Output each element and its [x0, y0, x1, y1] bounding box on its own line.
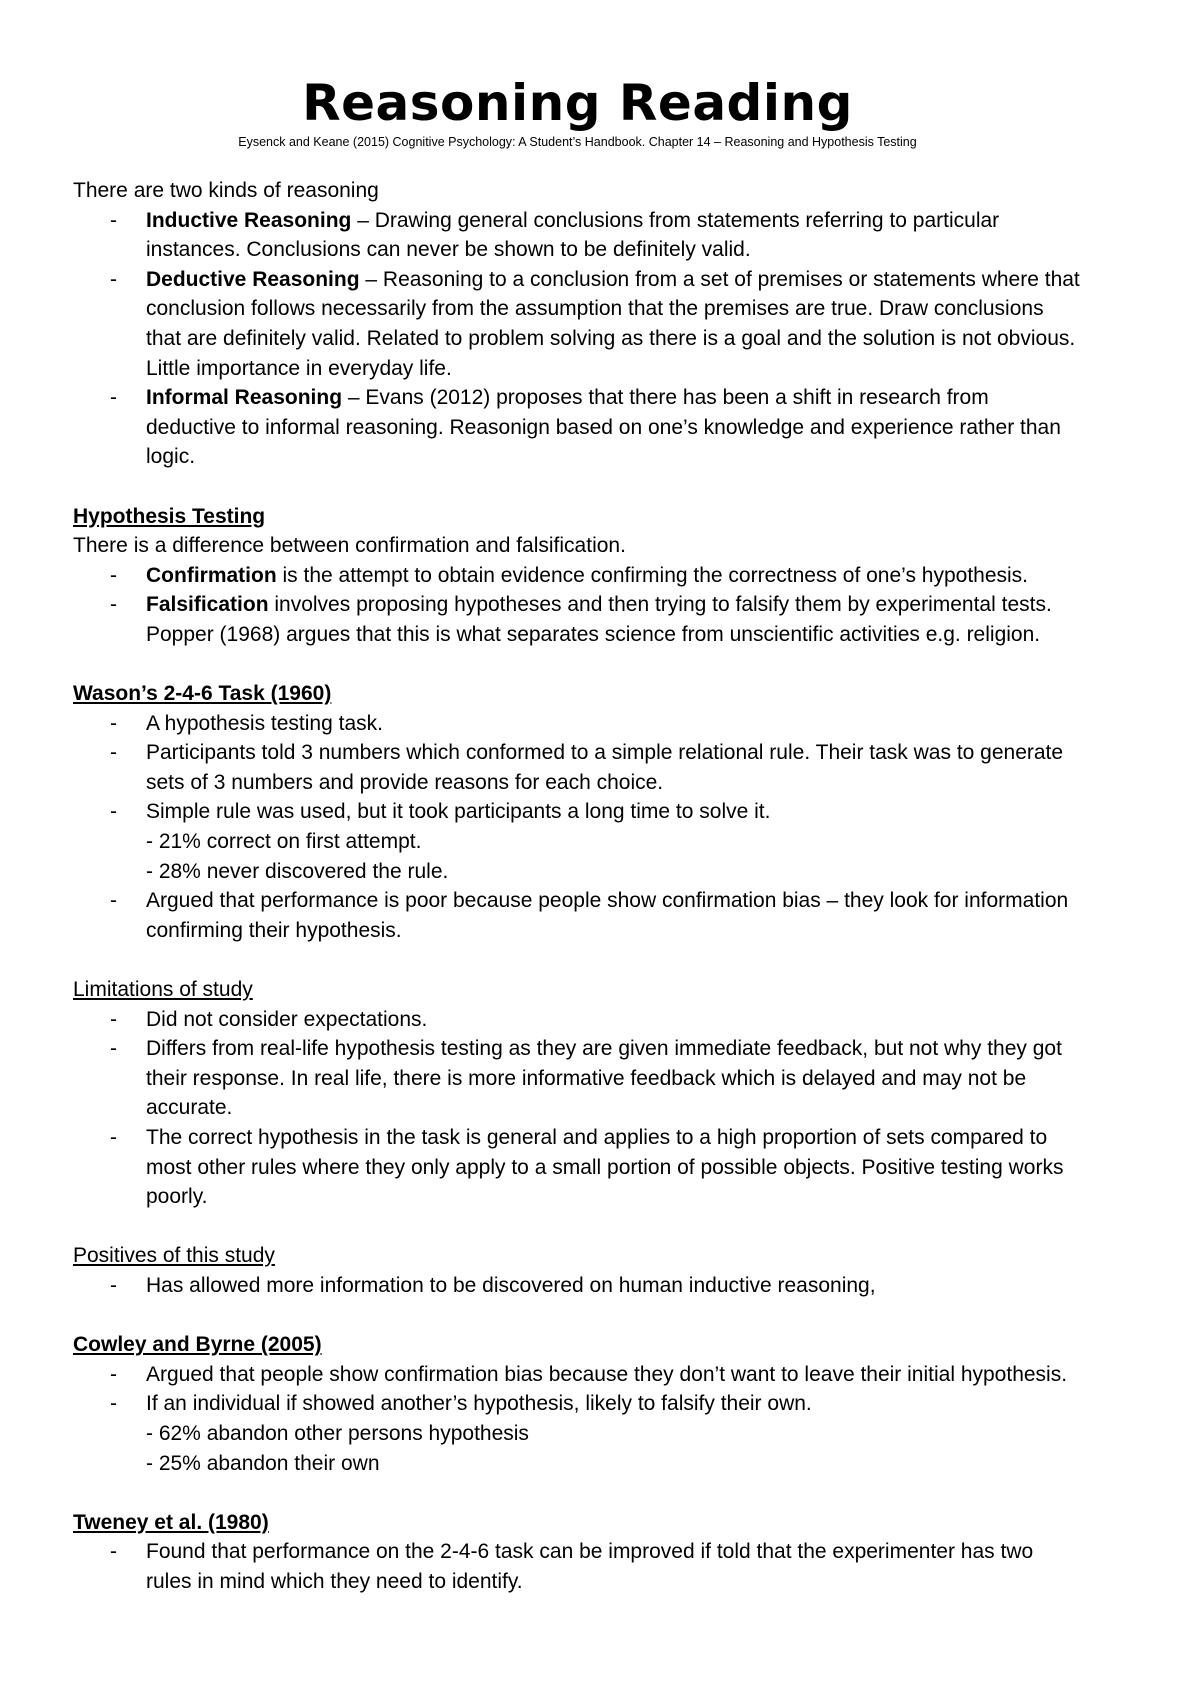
intro-text: There are two kinds of reasoning [73, 179, 379, 202]
term: Confirmation [146, 563, 277, 587]
list-item: - Did not consider expectations. [73, 1005, 1082, 1035]
sub-item: - 25% abandon their own [146, 1451, 380, 1475]
page-title: Reasoning Reading [302, 74, 853, 132]
item-text: If an individual if showed another’s hypothesis, likely to falsify their own. [146, 1392, 812, 1416]
term: Inductive Reasoning [146, 208, 352, 232]
list-item [73, 383, 1082, 472]
list-item [73, 206, 1082, 265]
list-item: - Has allowed more information to be discovered on human inductive reasoning, [73, 1271, 1082, 1301]
positives-list [73, 1271, 1082, 1301]
list-item: - Argued that people show confirmation bias because they don’t want to leave their initial hypothesis. [73, 1360, 1082, 1390]
list-item: - Argued that performance is poor because people show confirmation bias – they look for information confirming their hypothesis. [73, 886, 1082, 945]
reasoning-list [73, 206, 1082, 472]
list-item [73, 265, 1082, 383]
list-item [73, 561, 1082, 591]
hypothesis-text: There is a difference between confirmation and falsification. [73, 534, 626, 558]
tweney-list [73, 1537, 1082, 1596]
list-item: - Found that performance on the 2-4-6 task can be improved if told that the experimenter has two rules in mind which they need to identify. [73, 1537, 1082, 1596]
section-heading-wason: Wason’s 2-4-6 Task (1960) [73, 682, 332, 706]
sub-item: - 28% never discovered the rule. [146, 859, 449, 883]
limitations-list [73, 1005, 1082, 1212]
sub-item: - 21% correct on first attempt. [146, 830, 422, 854]
definition: – Drawing general conclusions from statements referring to particular instances. Conclusions can never be shown to be definitely valid. [146, 208, 1000, 262]
item-text: Simple rule was used, but it took participants a long time to solve it. [146, 800, 771, 824]
list-item [73, 590, 1082, 649]
list-item [73, 1389, 1082, 1478]
section-heading-limitations: Limitations of study [73, 978, 253, 1002]
wason-list [73, 709, 1082, 946]
section-heading-hypothesis: Hypothesis Testing [73, 504, 266, 528]
definition: is the attempt to obtain evidence confirming the correctness of one’s hypothesis. [276, 563, 1029, 587]
section-heading-tweney: Tweney et al. (1980) [73, 1510, 269, 1534]
section-heading-cowley: Cowley and Byrne (2005) [73, 1333, 322, 1357]
definition: – Reasoning to a conclusion from a set of premises or statements where that conclusion follows necessarily from the assumption that the premises are true. Draw conclusions that are definitely valid. Related to problem solving as there is a goal and the solution is not obvious. Little importance in everyday life. [146, 267, 1080, 380]
list-item: - Differs from real-life hypothesis testing as they are given immediate feedback, but not why they got their response. In real life, there is more informative feedback which is delayed and may not be accurate. [73, 1034, 1082, 1123]
cowley-list [73, 1360, 1082, 1478]
page-subtitle: Eysenck and Keane (2015) Cognitive Psychology: A Student’s Handbook. Chapter 14 – Reasoning and Hypothesis Testing [238, 135, 917, 149]
definition: – Evans (2012) proposes that there has been a shift in research from deductive to informal reasoning. Reasonign based on one’s knowledge and experience rather than logic. [146, 386, 1061, 469]
section-heading-positives: Positives of this study [73, 1244, 275, 1268]
term: Deductive Reasoning [146, 267, 360, 291]
sub-item: - 62% abandon other persons hypothesis [146, 1421, 529, 1445]
list-item [73, 797, 1082, 886]
hypothesis-list [73, 561, 1082, 650]
list-item: - A hypothesis testing task. [73, 709, 1082, 739]
list-item: - The correct hypothesis in the task is general and applies to a high proportion of sets compared to most other rules where they only apply to a small portion of possible objects. Positive testing works poorly. [73, 1123, 1082, 1212]
definition: involves proposing hypotheses and then trying to falsify them by experimental tests. Popper (1968) argues that this is what separates science from unscientific activities e.g. religion. [146, 593, 1052, 646]
list-item: - Participants told 3 numbers which conformed to a simple relational rule. Their task was to generate sets of 3 numbers and provide reasons for each choice. [73, 738, 1082, 797]
term: Falsification [146, 593, 269, 617]
term: Informal Reasoning [146, 386, 343, 410]
